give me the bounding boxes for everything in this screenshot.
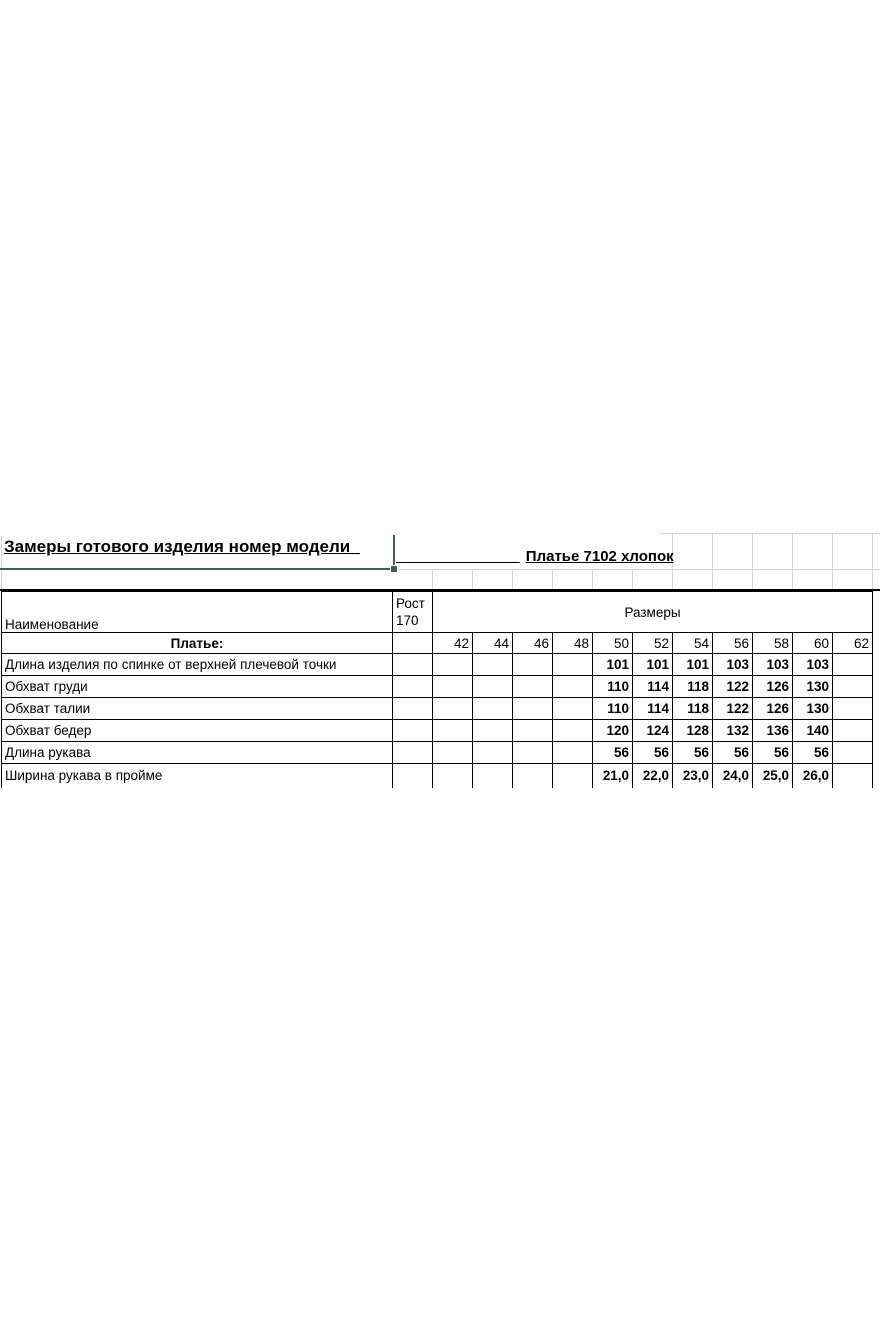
- gridline: [1, 536, 2, 591]
- model-number-blank[interactable]: ______________: [396, 548, 520, 565]
- product-name[interactable]: Платье 7102 хлопок: [525, 548, 674, 565]
- cell-value[interactable]: [473, 654, 513, 676]
- table-header-row: [2, 592, 873, 633]
- cell-value[interactable]: 56: [593, 742, 633, 764]
- cell-value[interactable]: 126: [753, 698, 793, 720]
- cell-value[interactable]: 103: [713, 654, 753, 676]
- cell-value[interactable]: 101: [593, 654, 633, 676]
- gridline: [552, 569, 553, 591]
- cell-value[interactable]: 25,0: [753, 764, 793, 788]
- gridline: [632, 569, 633, 591]
- cell-value[interactable]: 101: [673, 654, 713, 676]
- cell-size[interactable]: 58: [753, 633, 793, 654]
- cell-value[interactable]: [513, 742, 553, 764]
- cell-size[interactable]: 44: [473, 633, 513, 654]
- cell-value[interactable]: 114: [633, 676, 673, 698]
- cell-value[interactable]: [513, 764, 553, 788]
- cell-size[interactable]: 54: [673, 633, 713, 654]
- cell-value[interactable]: [553, 698, 593, 720]
- cell-value[interactable]: [553, 720, 593, 742]
- cell-value[interactable]: [833, 742, 873, 764]
- gridline: [592, 569, 593, 591]
- sizes-row: [2, 633, 873, 654]
- cell-value[interactable]: 120: [593, 720, 633, 742]
- measurements-table: [1, 591, 873, 788]
- cell-size[interactable]: 52: [633, 633, 673, 654]
- height-label: Рост: [396, 596, 425, 611]
- cell-value[interactable]: [513, 720, 553, 742]
- gridline: [792, 534, 793, 569]
- cell-value[interactable]: 118: [673, 698, 713, 720]
- cell-value[interactable]: 56: [793, 742, 833, 764]
- gridline: [752, 569, 753, 591]
- cell-value[interactable]: [433, 742, 473, 764]
- cell-value[interactable]: 56: [633, 742, 673, 764]
- cell-empty[interactable]: [393, 654, 433, 676]
- model-number-line: [396, 548, 674, 565]
- cell-value[interactable]: 22,0: [633, 764, 673, 788]
- gridline: [660, 533, 880, 534]
- cell-value[interactable]: [553, 654, 593, 676]
- cell-size[interactable]: 48: [553, 633, 593, 654]
- cell-size[interactable]: 56: [713, 633, 753, 654]
- table-row: [2, 654, 873, 676]
- cell-value[interactable]: 128: [673, 720, 713, 742]
- cell-value[interactable]: 124: [633, 720, 673, 742]
- selection-border-bottom: [0, 568, 392, 570]
- cell-value[interactable]: 114: [633, 698, 673, 720]
- cell-value[interactable]: [833, 654, 873, 676]
- table-row: [2, 742, 873, 764]
- gridline: [712, 569, 713, 591]
- cell-row-label[interactable]: Длина рукава: [2, 742, 393, 764]
- cell-value[interactable]: 118: [673, 676, 713, 698]
- cell-size[interactable]: 50: [593, 633, 633, 654]
- cell-value[interactable]: [433, 720, 473, 742]
- cell-value[interactable]: [473, 676, 513, 698]
- cell-value[interactable]: [473, 764, 513, 788]
- cell-value[interactable]: 101: [633, 654, 673, 676]
- cell-size[interactable]: 60: [793, 633, 833, 654]
- cell-value[interactable]: 110: [593, 676, 633, 698]
- cell-value[interactable]: 130: [793, 676, 833, 698]
- gridline: [672, 569, 673, 591]
- cell-row-label[interactable]: Обхват бедер: [2, 720, 393, 742]
- cell-size[interactable]: 42: [433, 633, 473, 654]
- gridline: [752, 534, 753, 569]
- cell-value[interactable]: 122: [713, 676, 753, 698]
- cell-value[interactable]: 132: [713, 720, 753, 742]
- cell-value[interactable]: [433, 676, 473, 698]
- cell-empty[interactable]: [393, 720, 433, 742]
- cell-value[interactable]: [513, 654, 553, 676]
- cell-value[interactable]: [473, 720, 513, 742]
- cell-value[interactable]: 103: [793, 654, 833, 676]
- cell-value[interactable]: [433, 764, 473, 788]
- cell-value[interactable]: [433, 654, 473, 676]
- document-title[interactable]: Замеры готового изделия номер модели_: [4, 537, 360, 556]
- cell-value[interactable]: [473, 698, 513, 720]
- cell-value[interactable]: 23,0: [673, 764, 713, 788]
- selection-border-right: [393, 535, 395, 568]
- table-row: [2, 720, 873, 742]
- cell-empty[interactable]: [393, 764, 433, 788]
- gridline: [872, 569, 873, 591]
- cell-value[interactable]: 24,0: [713, 764, 753, 788]
- cell-sizes-header[interactable]: Размеры: [433, 592, 873, 633]
- cell-empty[interactable]: [393, 742, 433, 764]
- cell-value[interactable]: [553, 742, 593, 764]
- cell-row-label[interactable]: Обхват груди: [2, 676, 393, 698]
- cell-size[interactable]: 46: [513, 633, 553, 654]
- cell-value[interactable]: 56: [713, 742, 753, 764]
- cell-name-header[interactable]: Наименование: [2, 592, 393, 633]
- cell-empty[interactable]: [393, 633, 433, 654]
- gridline: [432, 569, 433, 591]
- cell-value[interactable]: 136: [753, 720, 793, 742]
- cell-group-label[interactable]: Платье:: [2, 633, 393, 654]
- gridline: [472, 569, 473, 591]
- table-row: [2, 676, 873, 698]
- height-value: 170: [396, 613, 419, 628]
- table-row: [2, 764, 873, 788]
- gridline: [872, 534, 873, 569]
- cell-value[interactable]: 56: [753, 742, 793, 764]
- cell-value[interactable]: [553, 676, 593, 698]
- cell-value[interactable]: 56: [673, 742, 713, 764]
- cell-value[interactable]: [513, 676, 553, 698]
- cell-value[interactable]: 122: [713, 698, 753, 720]
- cell-value[interactable]: [433, 698, 473, 720]
- cell-empty[interactable]: [393, 676, 433, 698]
- cell-height-header[interactable]: [393, 592, 433, 633]
- cell-row-label[interactable]: Длина изделия по спинке от верхней плечевой точки: [2, 654, 393, 676]
- cell-row-label[interactable]: Обхват талии: [2, 698, 393, 720]
- cell-value[interactable]: [833, 676, 873, 698]
- gridline: [512, 569, 513, 591]
- cell-value[interactable]: [833, 698, 873, 720]
- cell-size[interactable]: 62: [833, 633, 873, 654]
- cell-value[interactable]: [833, 720, 873, 742]
- cell-value[interactable]: [553, 764, 593, 788]
- cell-row-label[interactable]: Ширина рукава в пройме: [2, 764, 393, 788]
- cell-value[interactable]: 140: [793, 720, 833, 742]
- gridline: [712, 534, 713, 569]
- cell-value[interactable]: 21,0: [593, 764, 633, 788]
- cell-value[interactable]: 103: [753, 654, 793, 676]
- table-row: [2, 698, 873, 720]
- cell-value[interactable]: [833, 764, 873, 788]
- cell-value[interactable]: 126: [753, 676, 793, 698]
- cell-value[interactable]: [473, 742, 513, 764]
- gridline: [832, 569, 833, 591]
- cell-value[interactable]: [513, 698, 553, 720]
- gridline: [792, 569, 793, 591]
- gridline: [396, 569, 880, 570]
- cell-value[interactable]: 130: [793, 698, 833, 720]
- selection-fill-handle[interactable]: [390, 565, 398, 573]
- cell-value[interactable]: 110: [593, 698, 633, 720]
- cell-empty[interactable]: [393, 698, 433, 720]
- cell-value[interactable]: 26,0: [793, 764, 833, 788]
- gridline: [832, 534, 833, 569]
